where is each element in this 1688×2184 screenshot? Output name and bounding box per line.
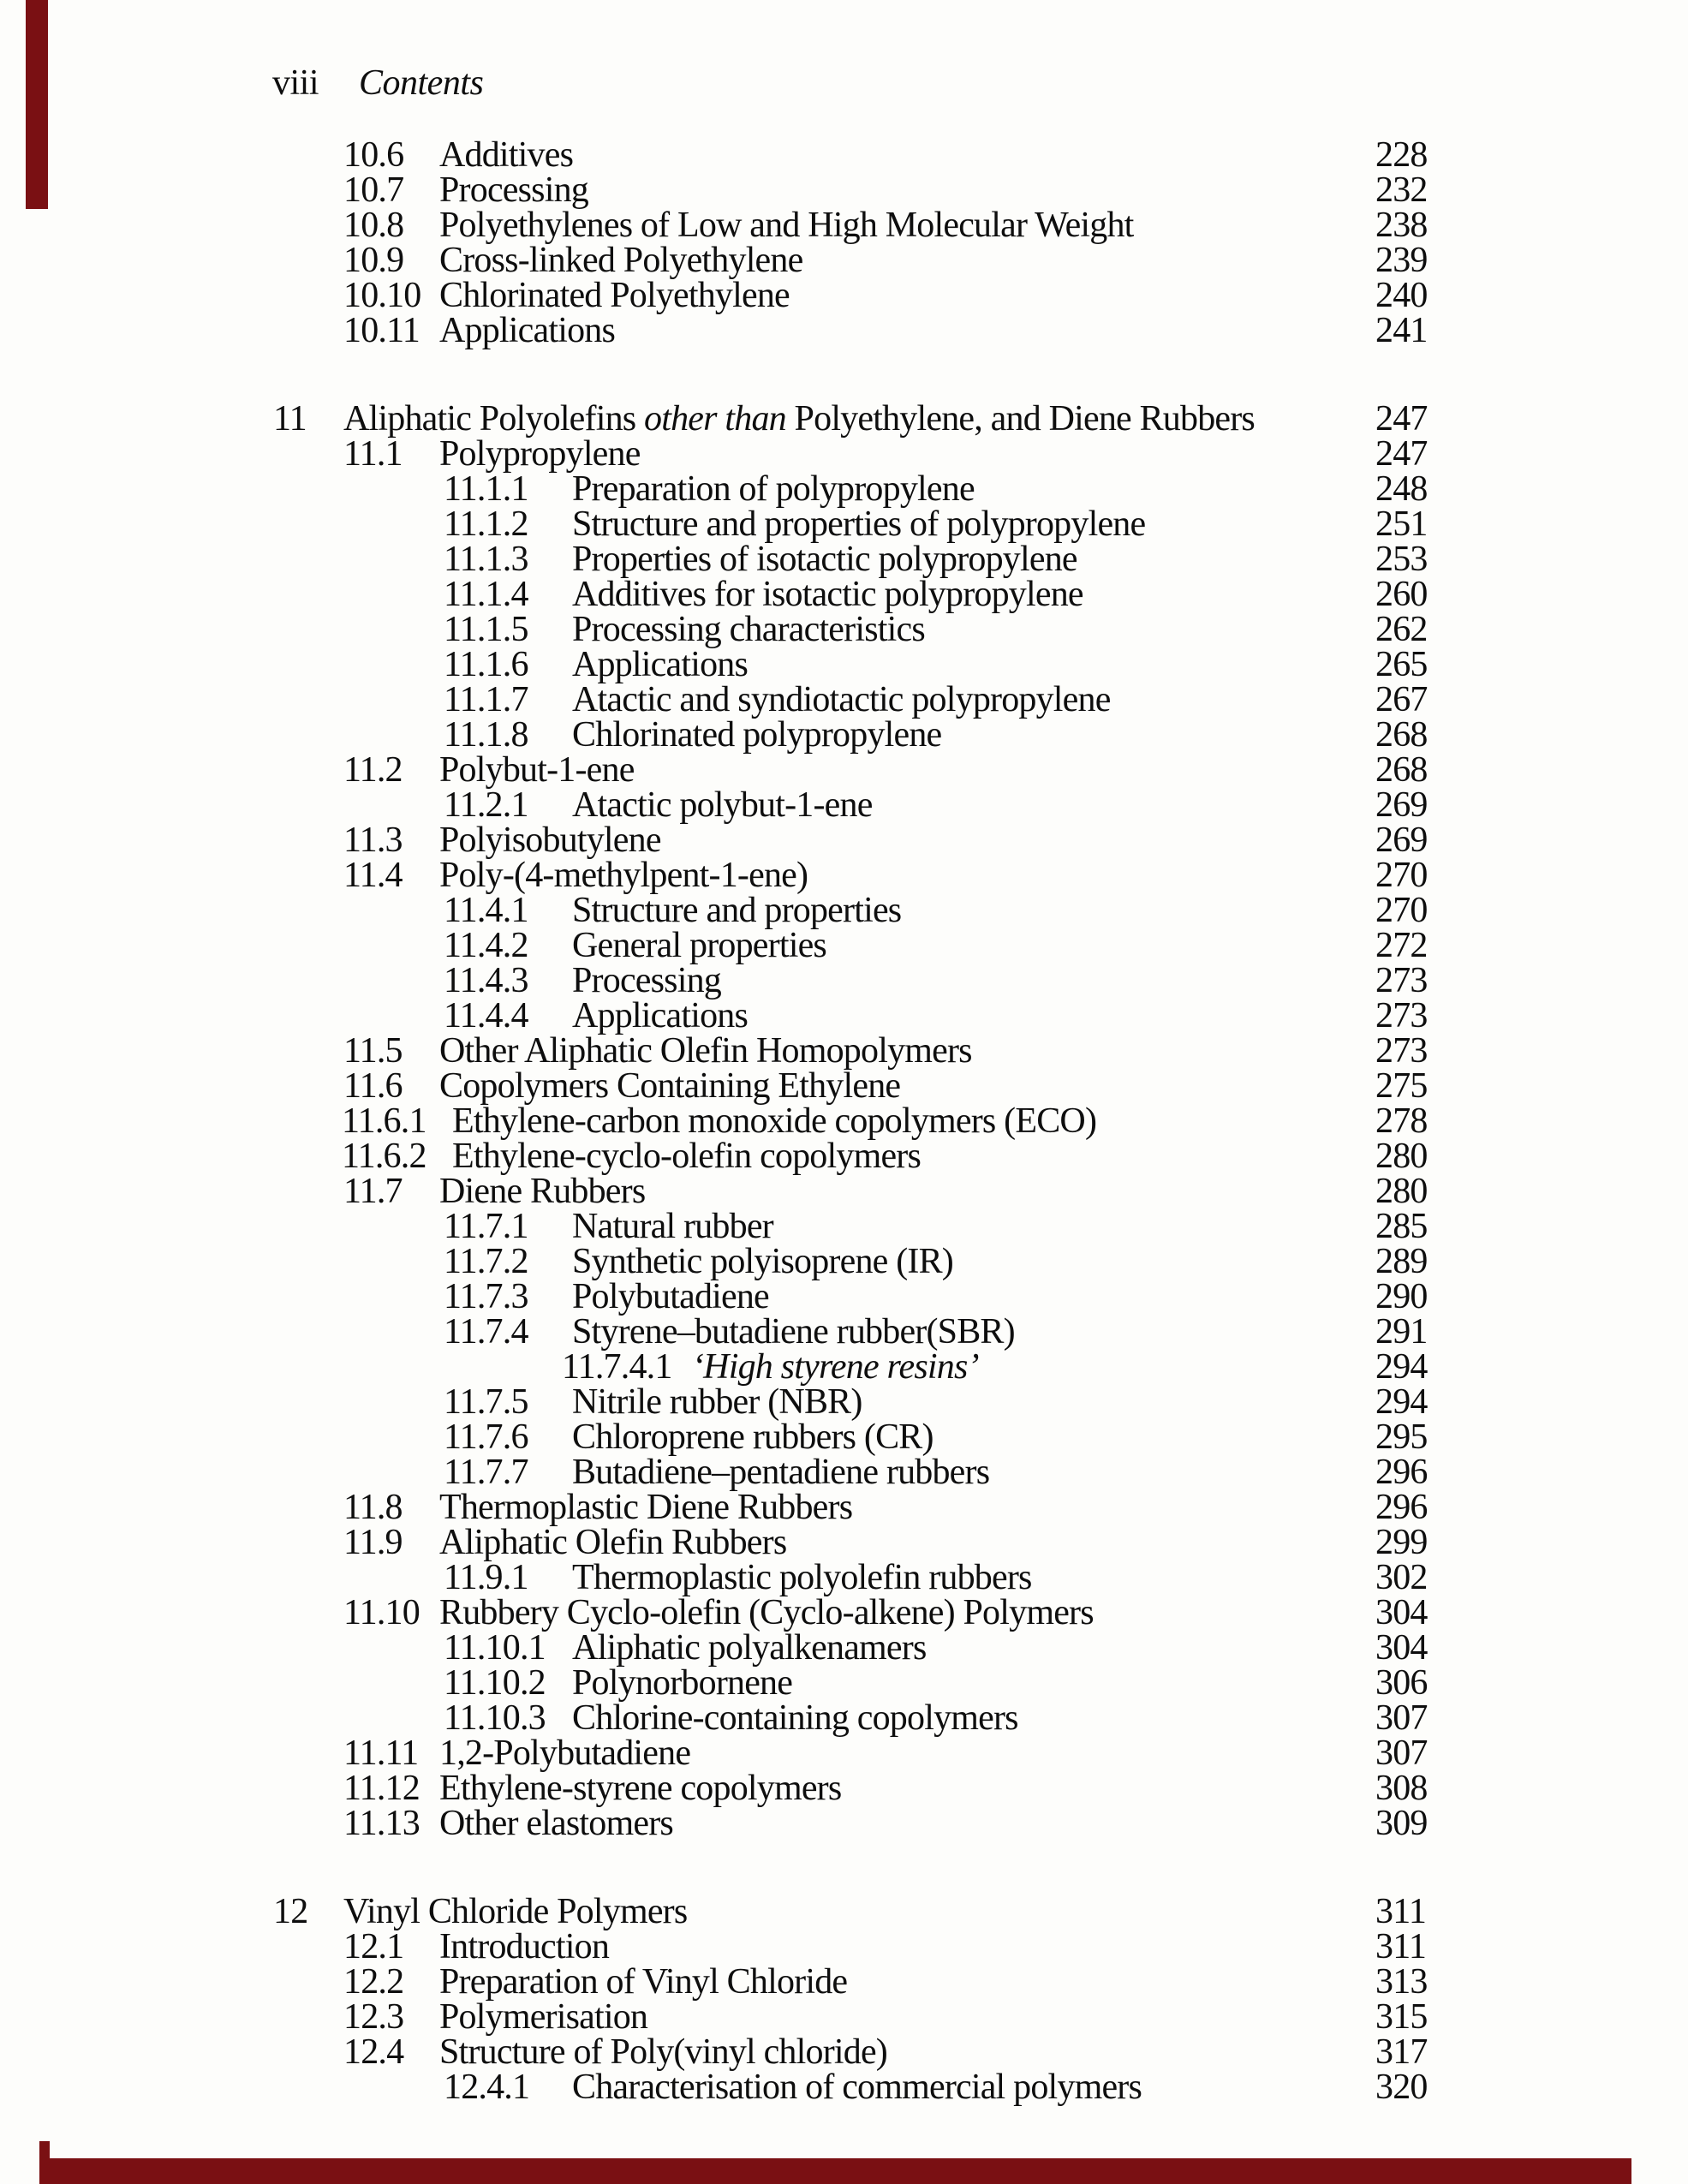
toc-entry-number: 11.8 xyxy=(343,1488,403,1527)
toc-entry-page: 238 xyxy=(1375,206,1428,245)
toc-entry-title: Polypropylene xyxy=(439,434,641,474)
toc-row xyxy=(0,1927,1688,1966)
toc-row xyxy=(0,928,1688,964)
toc-entry-page: 268 xyxy=(1375,750,1428,790)
toc-entry-page: 273 xyxy=(1375,1031,1428,1071)
toc-entry-page: 304 xyxy=(1375,1593,1428,1632)
toc-entry-title: Cross-linked Polyethylene xyxy=(439,241,803,280)
toc-entry-page: 228 xyxy=(1375,135,1428,175)
toc-entry-page: 251 xyxy=(1375,504,1428,544)
toc-entry-title: Atactic and syndiotactic polypropylene xyxy=(572,680,1111,719)
toc-entry-page: 295 xyxy=(1375,1417,1428,1457)
toc-entry-number: 11.2 xyxy=(343,750,403,790)
toc-row xyxy=(0,243,1688,278)
toc-entry-number: 11.13 xyxy=(343,1804,420,1843)
toc-row xyxy=(0,1733,1688,1773)
toc-entry-title: Atactic polybut-1-ene xyxy=(572,785,873,825)
toc-entry-title: Structure of Poly(vinyl chloride) xyxy=(439,2032,887,2072)
toc-entry-number: 11.1.1 xyxy=(444,469,528,509)
toc-entry-number: 11.1.3 xyxy=(444,540,528,579)
toc-entry-title: Nitrile rubber (NBR) xyxy=(572,1382,862,1422)
toc-row xyxy=(0,1663,1688,1703)
toc-row xyxy=(0,680,1688,719)
toc-entry-page: 273 xyxy=(1375,961,1428,1000)
page-title: Contents xyxy=(359,63,484,103)
toc-entry-page: 269 xyxy=(1375,820,1428,860)
toc-entry-title: Other elastomers xyxy=(439,1804,673,1843)
toc-entry-page: 306 xyxy=(1375,1663,1428,1703)
toc-entry-number: 11.6.1 xyxy=(342,1101,426,1141)
toc-entry-number: 11.1.5 xyxy=(444,610,528,649)
toc-row xyxy=(0,996,1688,1035)
toc-entry-page: 273 xyxy=(1375,996,1428,1035)
toc-entry-page: 232 xyxy=(1375,170,1428,210)
toc-entry-number: 11.12 xyxy=(343,1769,420,1808)
toc-entry-page: 280 xyxy=(1375,1172,1428,1211)
toc-entry-title: Polyethylenes of Low and High Molecular Weight xyxy=(439,206,1134,245)
toc-row xyxy=(0,1209,1688,1244)
toc-entry-number: 11.1.2 xyxy=(444,504,528,544)
toc-entry-page: 289 xyxy=(1375,1242,1428,1281)
toc-entry-title: Chlorinated polypropylene xyxy=(572,715,942,755)
toc-entry-number: 11.4.4 xyxy=(444,996,528,1035)
toc-entry-title: Butadiene–pentadiene rubbers xyxy=(572,1453,990,1492)
toc-row xyxy=(0,2070,1688,2105)
toc-row xyxy=(0,1312,1688,1352)
toc-entry-number: 12.2 xyxy=(343,1962,404,2002)
toc-entry-number: 12.4.1 xyxy=(444,2068,530,2107)
toc-entry-number: 10.10 xyxy=(343,276,421,315)
toc-entry-title: 1,2-Polybutadiene xyxy=(439,1733,691,1773)
toc-row xyxy=(0,858,1688,893)
toc-entry-title: Thermoplastic Diene Rubbers xyxy=(439,1488,853,1527)
toc-entry-title: Rubbery Cyclo-olefin (Cyclo-alkene) Polymers xyxy=(439,1593,1094,1632)
toc-entry-number: 10.8 xyxy=(343,206,404,245)
toc-entry-number: 11.7 xyxy=(343,1172,403,1211)
toc-entry-page: 311 xyxy=(1375,1927,1427,1966)
toc-entry-page: 267 xyxy=(1375,680,1428,719)
toc-entry-title: Vinyl Chloride Polymers xyxy=(343,1892,688,1931)
toc-entry-page: 248 xyxy=(1375,469,1428,509)
toc-entry-number: 11.7.6 xyxy=(444,1417,528,1457)
toc-entry-title: Natural rubber xyxy=(572,1207,773,1246)
toc-row xyxy=(0,434,1688,474)
toc-row xyxy=(0,785,1688,825)
toc-entry-number: 11.1.7 xyxy=(444,680,528,719)
toc-entry-number: 11.9 xyxy=(343,1523,403,1562)
toc-entry-page: 309 xyxy=(1375,1804,1428,1843)
toc-entry-number: 10.6 xyxy=(343,135,404,175)
toc-row xyxy=(0,1628,1688,1668)
toc-entry-number: 11.9.1 xyxy=(444,1558,528,1597)
toc-entry-title: Structure and properties of polypropylene xyxy=(572,504,1146,544)
toc-entry-title: Preparation of polypropylene xyxy=(572,469,975,509)
toc-entry-number: 11.6.2 xyxy=(342,1137,426,1176)
toc-row xyxy=(0,1997,1688,2037)
toc-entry-page: 302 xyxy=(1375,1558,1428,1597)
toc-entry-number: 11.6 xyxy=(343,1066,403,1106)
toc-entry-page: 260 xyxy=(1375,575,1428,614)
scan-artifact-bottom-left-step xyxy=(39,2141,50,2184)
toc-entry-page: 275 xyxy=(1375,1066,1428,1106)
toc-row xyxy=(0,504,1688,544)
toc-entry-page: 320 xyxy=(1375,2068,1428,2107)
toc-row xyxy=(0,208,1688,243)
toc-entry-number: 11.3 xyxy=(343,820,403,860)
toc-row xyxy=(0,1382,1688,1422)
toc-entry-title: Applications xyxy=(572,996,749,1035)
toc-entry-page: 291 xyxy=(1375,1312,1428,1352)
toc-entry-page: 296 xyxy=(1375,1488,1428,1527)
toc-entry-number: 11 xyxy=(273,399,307,439)
toc-entry-number: 11.10.2 xyxy=(444,1663,546,1703)
toc-entry-title: Polynorbornene xyxy=(572,1663,793,1703)
toc-entry-page: 315 xyxy=(1375,1997,1428,2037)
toc-row xyxy=(0,1417,1688,1457)
toc-entry-page: 308 xyxy=(1375,1769,1428,1808)
toc-entry-title: Polybut-1-ene xyxy=(439,750,635,790)
toc-entry-page: 294 xyxy=(1375,1382,1428,1422)
toc-row xyxy=(0,612,1688,647)
toc-entry-title: Thermoplastic polyolefin rubbers xyxy=(572,1558,1032,1597)
toc-row xyxy=(0,1174,1688,1209)
toc-entry-number: 10.11 xyxy=(343,311,420,350)
toc-entry-number: 11.11 xyxy=(343,1733,419,1773)
toc-entry-page: 278 xyxy=(1375,1101,1428,1141)
page-header xyxy=(0,65,1688,103)
toc-entry-page: 294 xyxy=(1375,1347,1428,1387)
toc-row xyxy=(0,1806,1688,1841)
toc-row xyxy=(0,1892,1688,1931)
toc-entry-number: 12.3 xyxy=(343,1997,404,2037)
toc-entry-page: 285 xyxy=(1375,1207,1428,1246)
toc-row xyxy=(0,820,1688,860)
toc-row xyxy=(0,542,1688,577)
toc-entry-title: Chloroprene rubbers (CR) xyxy=(572,1417,933,1457)
toc-entry-title: Processing characteristics xyxy=(572,610,925,649)
toc-row xyxy=(0,1525,1688,1560)
toc-entry-number: 11.1.4 xyxy=(444,575,528,614)
toc-entry-title: Preparation of Vinyl Chloride xyxy=(439,1962,848,2002)
toc-entry-title: Synthetic polyisoprene (IR) xyxy=(572,1242,953,1281)
toc-entry-number: 11.4 xyxy=(343,856,403,895)
toc-entry-number: 11.7.4 xyxy=(444,1312,528,1352)
toc-entry-number: 11.1 xyxy=(343,434,403,474)
toc-entry-page: 247 xyxy=(1375,434,1428,474)
toc-row xyxy=(0,278,1688,313)
toc-entry-page: 313 xyxy=(1375,1962,1428,2002)
toc-entry-page: 268 xyxy=(1375,715,1428,755)
toc-entry-number: 11.7.3 xyxy=(444,1277,528,1316)
toc-row xyxy=(0,647,1688,683)
toc-entry-page: 299 xyxy=(1375,1523,1428,1562)
toc-entry-page: 307 xyxy=(1375,1698,1428,1738)
toc-row xyxy=(0,715,1688,755)
toc-row xyxy=(0,1101,1688,1141)
toc-entry-page: 280 xyxy=(1375,1137,1428,1176)
toc-row xyxy=(0,577,1688,612)
toc-entry-number: 11.7.4.1 xyxy=(562,1347,672,1387)
toc-entry-title: Applications xyxy=(572,645,749,684)
toc-entry-title: Copolymers Containing Ethylene xyxy=(439,1066,901,1106)
toc-entry-title: Polyisobutylene xyxy=(439,820,661,860)
toc-entry-page: 290 xyxy=(1375,1277,1428,1316)
toc-row xyxy=(0,1066,1688,1106)
toc-entry-number: 11.5 xyxy=(343,1031,403,1071)
toc-entry-title: Diene Rubbers xyxy=(439,1172,646,1211)
scan-artifact-bottom-bar xyxy=(48,2158,1631,2184)
toc-entry-page: 241 xyxy=(1375,311,1428,350)
toc-entry-number: 11.10 xyxy=(343,1593,420,1632)
toc-row xyxy=(0,399,1688,439)
toc-entry-page: 317 xyxy=(1375,2032,1428,2072)
toc-row xyxy=(0,1698,1688,1738)
toc-row xyxy=(0,313,1688,349)
toc-entry-title: General properties xyxy=(572,926,826,965)
toc-row xyxy=(0,1277,1688,1316)
toc-entry-page: 247 xyxy=(1375,399,1428,439)
toc-entry-title: Polybutadiene xyxy=(572,1277,769,1316)
toc-entry-number: 11.4.3 xyxy=(444,961,528,1000)
toc-entry-page: 307 xyxy=(1375,1733,1428,1773)
toc-entry-title: Chlorine-containing copolymers xyxy=(572,1698,1018,1738)
toc-entry-title: Structure and properties xyxy=(572,891,902,930)
toc-row xyxy=(0,1031,1688,1071)
toc-row xyxy=(0,1771,1688,1806)
toc-entry-page: 304 xyxy=(1375,1628,1428,1668)
toc-entry-number: 11.4.2 xyxy=(444,926,528,965)
toc-entry-title: Ethylene-cyclo-olefin copolymers xyxy=(452,1137,922,1176)
toc-row xyxy=(0,1593,1688,1632)
toc-entry-number: 12.1 xyxy=(343,1927,404,1966)
toc-entry-title: Aliphatic polyalkenamers xyxy=(572,1628,927,1668)
toc-entry-number: 11.10.3 xyxy=(444,1698,546,1738)
toc-row xyxy=(0,170,1688,210)
toc-entry-title: Ethylene-carbon monoxide copolymers (ECO) xyxy=(452,1101,1097,1141)
toc-entry-number: 11.1.6 xyxy=(444,645,528,684)
toc-entry-title: Other Aliphatic Olefin Homopolymers xyxy=(439,1031,972,1071)
toc-entry-number: 12 xyxy=(273,1892,308,1931)
toc-entry-title: Processing xyxy=(572,961,721,1000)
toc-entry-title: Ethylene-styrene copolymers xyxy=(439,1769,842,1808)
toc-entry-number: 11.10.1 xyxy=(444,1628,546,1668)
toc-row xyxy=(0,1490,1688,1525)
toc-entry-number: 11.4.1 xyxy=(444,891,528,930)
toc-row xyxy=(0,135,1688,175)
toc-entry-page: 270 xyxy=(1375,856,1428,895)
toc-entry-number: 11.2.1 xyxy=(444,785,528,825)
toc-entry-page: 240 xyxy=(1375,276,1428,315)
toc-entry-number: 10.9 xyxy=(343,241,404,280)
toc-row xyxy=(0,1244,1688,1280)
toc-row xyxy=(0,1455,1688,1490)
toc-entry-page: 270 xyxy=(1375,891,1428,930)
toc-row xyxy=(0,1962,1688,2002)
toc-entry-title: Additives for isotactic polypropylene xyxy=(572,575,1083,614)
toc-entry-number: 12.4 xyxy=(343,2032,404,2072)
toc-row xyxy=(0,750,1688,790)
toc-entry-page: 311 xyxy=(1375,1892,1427,1931)
toc-entry-page: 272 xyxy=(1375,926,1428,965)
toc-entry-title: Aliphatic Olefin Rubbers xyxy=(439,1523,787,1562)
toc-row xyxy=(0,469,1688,509)
toc-entry-title: ‘High styrene resins’ xyxy=(692,1347,979,1387)
toc-entry-page: 296 xyxy=(1375,1453,1428,1492)
toc-entry-number: 11.7.5 xyxy=(444,1382,528,1422)
toc-entry-title: Styrene–butadiene rubber(SBR) xyxy=(572,1312,1015,1352)
toc-list xyxy=(0,135,1688,2107)
toc-row xyxy=(0,1139,1688,1174)
toc-entry-number: 11.7.7 xyxy=(444,1453,528,1492)
toc-entry-title: Processing xyxy=(439,170,588,210)
toc-entry-title: Poly-(4-methylpent-1-ene) xyxy=(439,856,808,895)
toc-row xyxy=(0,893,1688,928)
toc-row xyxy=(0,961,1688,1000)
toc-entry-title: Applications xyxy=(439,311,616,350)
toc-entry-title: Characterisation of commercial polymers xyxy=(572,2068,1142,2107)
toc-entry-page: 239 xyxy=(1375,241,1428,280)
toc-row xyxy=(0,1347,1688,1387)
toc-entry-title: Properties of isotactic polypropylene xyxy=(572,540,1077,579)
toc-entry-number: 11.1.8 xyxy=(444,715,528,755)
toc-entry-number: 11.7.1 xyxy=(444,1207,528,1246)
toc-entry-title: Introduction xyxy=(439,1927,610,1966)
toc-entry-page: 265 xyxy=(1375,645,1428,684)
toc-entry-page: 262 xyxy=(1375,610,1428,649)
toc-entry-number: 10.7 xyxy=(343,170,404,210)
toc-entry-number: 11.7.2 xyxy=(444,1242,528,1281)
toc-entry-title: Additives xyxy=(439,135,574,175)
toc-entry-title: Aliphatic Polyolefins other than Polyethylene, and Diene Rubbers xyxy=(343,399,1255,439)
folio-number: viii xyxy=(272,63,319,103)
toc-row xyxy=(0,2032,1688,2072)
toc-entry-title: Polymerisation xyxy=(439,1997,648,2037)
toc-entry-page: 269 xyxy=(1375,785,1428,825)
toc-row xyxy=(0,1560,1688,1596)
toc-entry-title: Chlorinated Polyethylene xyxy=(439,276,790,315)
toc-entry-page: 253 xyxy=(1375,540,1428,579)
